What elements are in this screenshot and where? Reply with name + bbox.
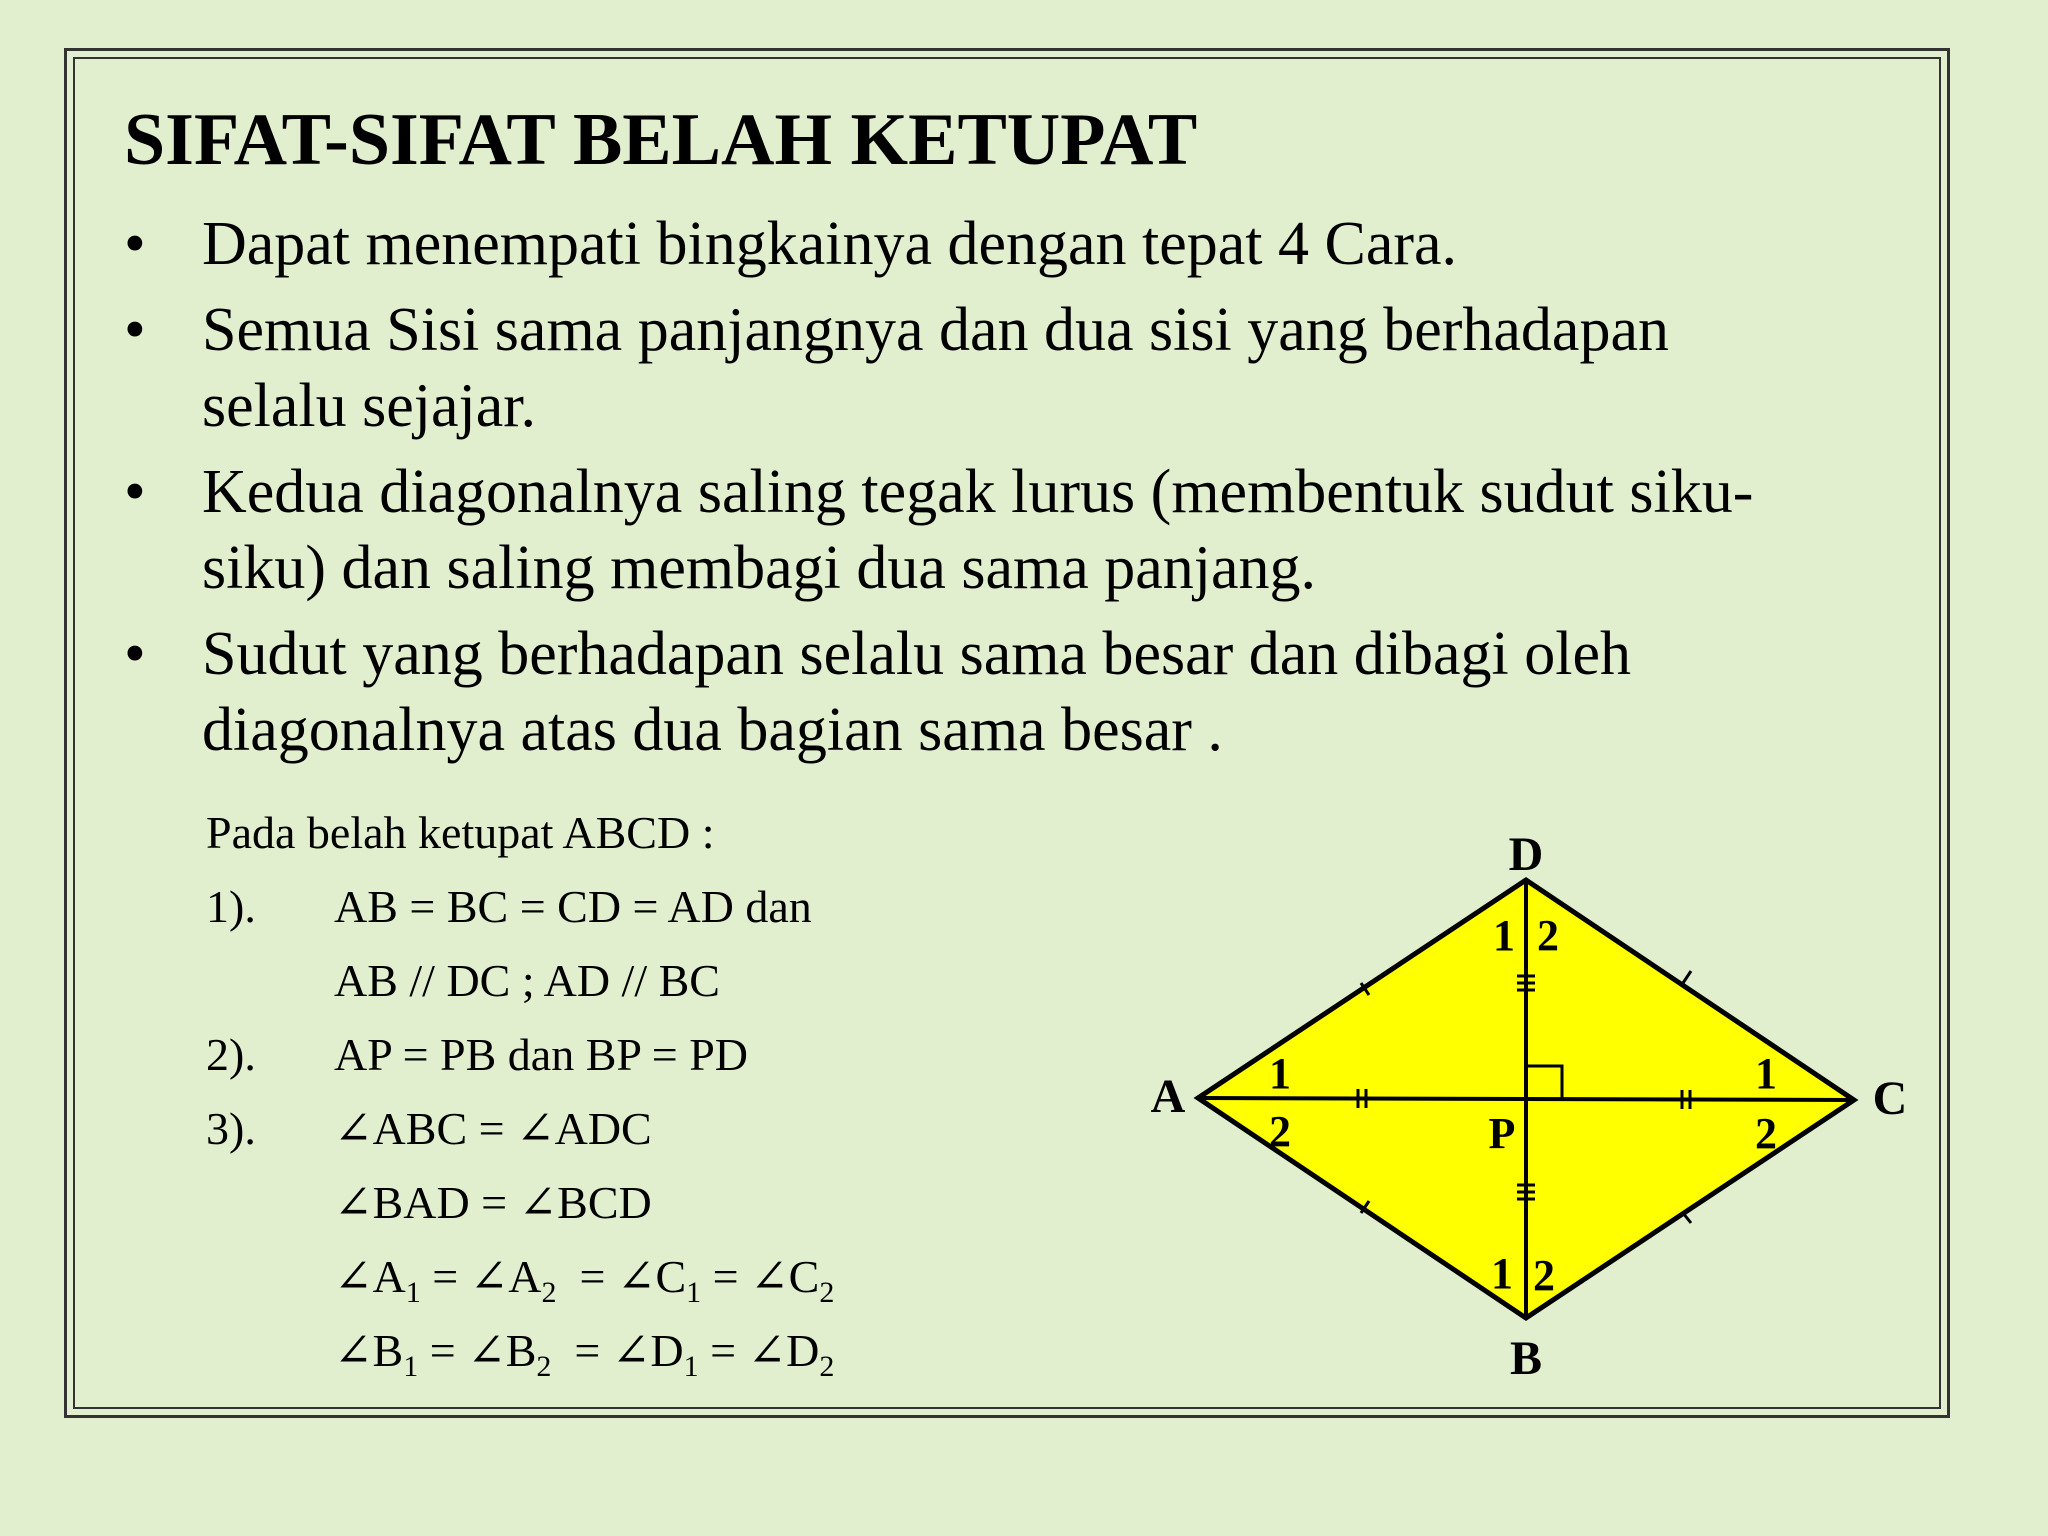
angle-b2-label: 2 <box>1533 1251 1555 1300</box>
properties-block <box>206 796 835 1388</box>
angle-subscript: 2 <box>819 1350 835 1383</box>
angle-term: ∠D <box>747 1325 820 1376</box>
bullet-dot: • <box>124 210 146 278</box>
angle-subscript: 2 <box>819 1276 835 1309</box>
properties-intro: Pada belah ketupat ABCD : <box>206 807 715 858</box>
equals-sign: = <box>418 1325 468 1376</box>
angle-term: ∠B <box>334 1325 404 1376</box>
bullet-item-1 <box>124 206 1924 282</box>
angle-subscript: 1 <box>403 1350 419 1383</box>
property-row <box>206 1092 714 1166</box>
equals-sign: = <box>698 1325 748 1376</box>
angle-d2-label: 2 <box>1537 911 1559 960</box>
bullet-dot: • <box>124 296 146 364</box>
bullet-item-4 <box>124 616 1924 768</box>
bullet-line: Semua Sisi sama panjangnya dan dua sisi yang berhadapan <box>202 296 1669 364</box>
angle-subscript: 1 <box>683 1350 699 1383</box>
rhombus-figure <box>1130 818 1930 1398</box>
property-row <box>206 1314 835 1388</box>
property-row <box>206 944 720 1018</box>
property-row <box>206 1018 749 1092</box>
bullet-item-3 <box>124 454 1924 606</box>
vertex-label-c: C <box>1872 1072 1908 1125</box>
center-label-p: P <box>1488 1109 1516 1158</box>
property-row <box>206 870 812 944</box>
bullet-list <box>124 206 1924 778</box>
bullet-line: siku) dan saling membagi dua sama panjang. <box>202 534 1317 602</box>
bullet-line: Sudut yang berhadapan selalu sama besar dan dibagi oleh <box>202 620 1631 688</box>
bullet-dot: • <box>124 458 146 526</box>
vertex-label-a: A <box>1150 1070 1186 1123</box>
equals-sign: = <box>701 1251 751 1302</box>
bullet-line: diagonalnya atas dua bagian sama besar . <box>202 696 1223 764</box>
angle-term: ∠C <box>750 1251 820 1302</box>
angle-term: ∠A <box>334 1251 406 1302</box>
vertex-label-b: B <box>1509 1332 1543 1385</box>
angle-term: ∠D <box>611 1325 684 1376</box>
angle-term: ∠B <box>467 1325 537 1376</box>
property-text: AP = PB dan BP = PD <box>334 1029 749 1080</box>
property-number: 3). <box>206 1103 256 1154</box>
bullet-dot: • <box>124 620 146 688</box>
angle-a1-label: 1 <box>1269 1049 1291 1098</box>
angle-subscript: 2 <box>536 1350 552 1383</box>
properties-intro-row <box>206 796 714 870</box>
angle-term: ∠A <box>469 1251 542 1302</box>
angle-c2-label: 2 <box>1755 1109 1777 1158</box>
angle-term: ∠C <box>616 1251 687 1302</box>
slide-title: SIFAT-SIFAT BELAH KETUPAT <box>124 99 1198 181</box>
property-text: AB // DC ; AD // BC <box>334 955 720 1006</box>
angle-a2-label: 2 <box>1269 1107 1291 1156</box>
vertex-label-d: D <box>1508 828 1544 881</box>
angle-equation-a-c <box>334 1240 834 1314</box>
angle-b1-label: 1 <box>1491 1249 1513 1298</box>
angle-equation-b-d <box>334 1314 834 1388</box>
angle-subscript: 1 <box>405 1276 421 1309</box>
property-number: 2). <box>206 1029 256 1080</box>
property-number: 1). <box>206 881 256 932</box>
property-row <box>206 1166 714 1240</box>
bullet-item-2 <box>124 292 1924 444</box>
bullet-line: selalu sejajar. <box>202 372 536 440</box>
angle-d1-label: 1 <box>1493 911 1515 960</box>
property-text: ∠BAD = ∠BCD <box>334 1177 652 1228</box>
angle-subscript: 2 <box>541 1276 557 1309</box>
equals-sign: = <box>420 1251 470 1302</box>
equals-sign: = <box>556 1251 617 1302</box>
property-row <box>206 1240 835 1314</box>
property-text: ∠ABC = ∠ADC <box>334 1103 652 1154</box>
bullet-line: Kedua diagonalnya saling tegak lurus (membentuk sudut siku- <box>202 458 1754 526</box>
equals-sign: = <box>551 1325 612 1376</box>
property-text: AB = BC = CD = AD dan <box>334 881 812 932</box>
angle-c1-label: 1 <box>1755 1049 1777 1098</box>
angle-subscript: 1 <box>686 1276 702 1309</box>
bullet-line: Dapat menempati bingkainya dengan tepat 4 Cara. <box>202 210 1458 278</box>
